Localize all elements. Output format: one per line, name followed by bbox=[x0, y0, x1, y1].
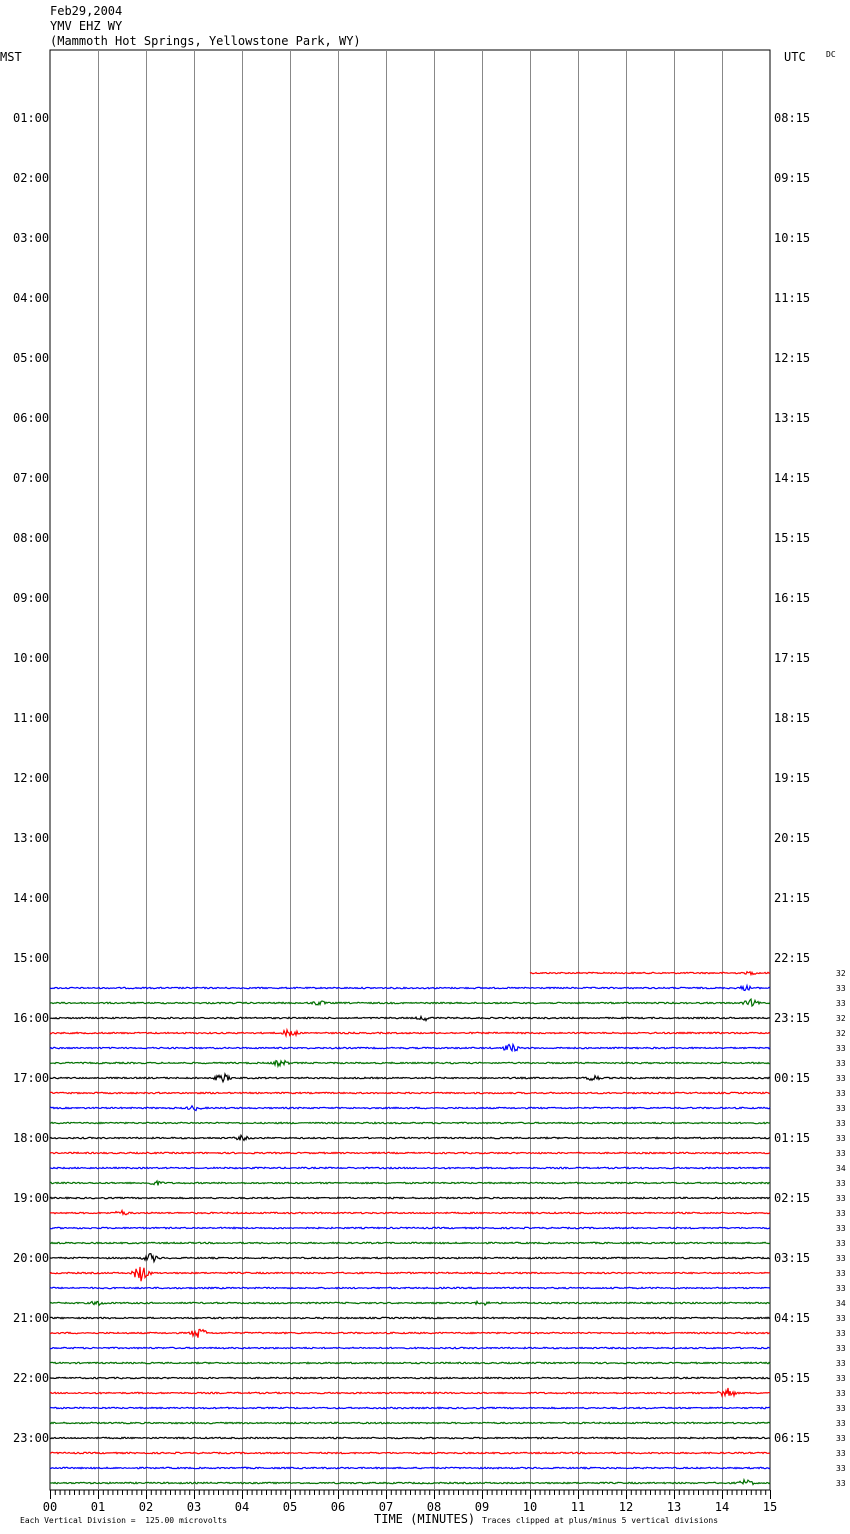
trace-count-label: 33 bbox=[836, 1194, 846, 1203]
trace-count-label: 33 bbox=[836, 1059, 846, 1068]
dc-label: DC bbox=[826, 50, 836, 59]
trace-count-label: 33 bbox=[836, 1449, 846, 1458]
seismic-trace bbox=[50, 1211, 770, 1215]
utc-hour-label: 12:15 bbox=[774, 351, 811, 365]
utc-hour-label: 00:15 bbox=[774, 1071, 811, 1085]
mst-hour-label: 07:00 bbox=[13, 471, 50, 485]
x-tick-label: 13 bbox=[666, 1500, 682, 1514]
mst-hour-label: 19:00 bbox=[13, 1191, 50, 1205]
trace-count-label: 33 bbox=[836, 1269, 846, 1278]
seismic-trace bbox=[50, 1030, 770, 1036]
mst-axis-label: MST bbox=[0, 50, 22, 64]
mst-hour-label: 02:00 bbox=[13, 171, 50, 185]
trace-count-label: 33 bbox=[836, 1179, 846, 1188]
x-tick-label: 03 bbox=[186, 1500, 202, 1514]
trace-count-label: 33 bbox=[836, 984, 846, 993]
seismic-trace bbox=[50, 1122, 770, 1123]
utc-hour-label: 21:15 bbox=[774, 891, 811, 905]
mst-hour-label: 21:00 bbox=[13, 1311, 50, 1325]
utc-hour-label: 18:15 bbox=[774, 711, 811, 725]
utc-hour-label: 05:15 bbox=[774, 1371, 811, 1385]
mst-hour-label: 14:00 bbox=[13, 891, 50, 905]
seismic-trace bbox=[50, 1467, 770, 1468]
plot-frame bbox=[50, 50, 770, 1490]
mst-hour-label: 04:00 bbox=[13, 291, 50, 305]
trace-count-label: 32 bbox=[836, 1014, 846, 1023]
x-tick-label: 12 bbox=[618, 1500, 634, 1514]
trace-count-label: 33 bbox=[836, 1419, 846, 1428]
trace-count-label: 32 bbox=[836, 969, 846, 978]
seismic-trace bbox=[50, 1347, 770, 1348]
trace-count-label: 33 bbox=[836, 1074, 846, 1083]
trace-count-label: 34 bbox=[836, 1299, 846, 1308]
trace-count-label: 33 bbox=[836, 1254, 846, 1263]
trace-count-label: 33 bbox=[836, 1344, 846, 1353]
trace-count-label: 33 bbox=[836, 1314, 846, 1323]
trace-count-label: 33 bbox=[836, 1149, 846, 1158]
mst-hour-label: 06:00 bbox=[13, 411, 50, 425]
trace-count-label: 33 bbox=[836, 1329, 846, 1338]
trace-count-label: 33 bbox=[836, 1119, 846, 1128]
mst-hour-label: 23:00 bbox=[13, 1431, 50, 1445]
seismic-trace bbox=[50, 1422, 770, 1423]
seismic-trace bbox=[530, 972, 770, 975]
utc-hour-label: 17:15 bbox=[774, 651, 811, 665]
x-tick-label: 02 bbox=[138, 1500, 154, 1514]
seismic-trace bbox=[50, 1452, 770, 1453]
seismic-trace bbox=[50, 1106, 770, 1111]
utc-hour-label: 14:15 bbox=[774, 471, 811, 485]
trace-count-label: 32 bbox=[836, 1029, 846, 1038]
utc-hour-label: 10:15 bbox=[774, 231, 811, 245]
seismic-trace bbox=[50, 1287, 770, 1288]
trace-count-label: 33 bbox=[836, 1209, 846, 1218]
seismic-trace bbox=[50, 1242, 770, 1243]
mst-hour-label: 08:00 bbox=[13, 531, 50, 545]
utc-hour-label: 11:15 bbox=[774, 291, 811, 305]
utc-hour-label: 20:15 bbox=[774, 831, 811, 845]
x-tick-label: 04 bbox=[234, 1500, 250, 1514]
plot-station: YMV EHZ WY bbox=[50, 19, 123, 33]
mst-hour-label: 10:00 bbox=[13, 651, 50, 665]
seismic-trace bbox=[50, 1301, 770, 1305]
mst-hour-label: 03:00 bbox=[13, 231, 50, 245]
seismic-trace bbox=[50, 1377, 770, 1378]
utc-axis-label: UTC bbox=[784, 50, 806, 64]
x-tick-label: 09 bbox=[474, 1500, 490, 1514]
mst-hour-label: 11:00 bbox=[13, 711, 50, 725]
mst-hour-label: 09:00 bbox=[13, 591, 50, 605]
seismic-trace bbox=[50, 1362, 770, 1363]
seismic-trace bbox=[50, 1017, 770, 1021]
trace-count-label: 33 bbox=[836, 1434, 846, 1443]
mst-hour-label: 20:00 bbox=[13, 1251, 50, 1265]
mst-hour-label: 13:00 bbox=[13, 831, 50, 845]
clip-note: Traces clipped at plus/minus 5 vertical divisions bbox=[482, 1516, 719, 1525]
seismic-trace bbox=[50, 1407, 770, 1408]
trace-count-label: 33 bbox=[836, 1104, 846, 1113]
x-tick-label: 15 bbox=[762, 1500, 778, 1514]
mst-hour-label: 05:00 bbox=[13, 351, 50, 365]
seismic-trace bbox=[50, 1197, 770, 1198]
mst-hour-label: 18:00 bbox=[13, 1131, 50, 1145]
seismic-trace bbox=[50, 999, 770, 1006]
x-tick-label: 14 bbox=[714, 1500, 730, 1514]
trace-count-label: 33 bbox=[836, 1284, 846, 1293]
seismic-trace bbox=[50, 1167, 770, 1168]
seismic-trace bbox=[50, 1181, 770, 1185]
trace-count-label: 34 bbox=[836, 1164, 846, 1173]
trace-count-label: 33 bbox=[836, 1089, 846, 1098]
x-tick-label: 10 bbox=[522, 1500, 538, 1514]
trace-count-label: 33 bbox=[836, 1374, 846, 1383]
mst-hour-label: 16:00 bbox=[13, 1011, 50, 1025]
seismic-trace bbox=[50, 1045, 770, 1051]
trace-count-label: 33 bbox=[836, 1359, 846, 1368]
plot-date: Feb29,2004 bbox=[50, 4, 123, 18]
trace-count-label: 33 bbox=[836, 1224, 846, 1233]
utc-hour-label: 22:15 bbox=[774, 951, 811, 965]
utc-hour-label: 03:15 bbox=[774, 1251, 811, 1265]
scale-note: Each Vertical Division = 125.00 microvolts bbox=[20, 1516, 228, 1525]
utc-hour-label: 01:15 bbox=[774, 1131, 811, 1145]
seismic-trace bbox=[50, 1329, 770, 1337]
seismic-trace bbox=[50, 1152, 770, 1153]
trace-count-label: 33 bbox=[836, 1239, 846, 1248]
utc-hour-label: 04:15 bbox=[774, 1311, 811, 1325]
trace-count-label: 33 bbox=[836, 1389, 846, 1398]
seismic-trace bbox=[50, 1254, 770, 1262]
utc-hour-label: 09:15 bbox=[774, 171, 811, 185]
utc-hour-label: 13:15 bbox=[774, 411, 811, 425]
seismic-trace bbox=[50, 1480, 770, 1485]
seismic-trace bbox=[50, 1227, 770, 1228]
utc-hour-label: 02:15 bbox=[774, 1191, 811, 1205]
seismic-trace bbox=[50, 1388, 770, 1396]
x-tick-label: 00 bbox=[42, 1500, 58, 1514]
x-tick-label: 06 bbox=[330, 1500, 346, 1514]
trace-count-label: 33 bbox=[836, 1134, 846, 1143]
x-tick-label: 07 bbox=[378, 1500, 394, 1514]
utc-hour-label: 06:15 bbox=[774, 1431, 811, 1445]
trace-count-label: 33 bbox=[836, 1404, 846, 1413]
utc-hour-label: 19:15 bbox=[774, 771, 811, 785]
seismic-trace bbox=[50, 1074, 770, 1082]
seismic-trace bbox=[50, 986, 770, 991]
mst-hour-label: 15:00 bbox=[13, 951, 50, 965]
utc-hour-label: 15:15 bbox=[774, 531, 811, 545]
x-tick-label: 08 bbox=[426, 1500, 442, 1514]
mst-hour-label: 12:00 bbox=[13, 771, 50, 785]
trace-count-label: 33 bbox=[836, 1479, 846, 1488]
seismic-trace bbox=[50, 1135, 770, 1140]
seismic-trace bbox=[50, 1317, 770, 1318]
trace-count-label: 33 bbox=[836, 999, 846, 1008]
utc-hour-label: 23:15 bbox=[774, 1011, 811, 1025]
plot-location: (Mammoth Hot Springs, Yellowstone Park, WY) bbox=[50, 34, 361, 48]
x-tick-label: 11 bbox=[570, 1500, 586, 1514]
utc-hour-label: 16:15 bbox=[774, 591, 811, 605]
x-axis-title: TIME (MINUTES) bbox=[374, 1512, 476, 1526]
x-tick-label: 01 bbox=[90, 1500, 106, 1514]
seismic-trace bbox=[50, 1092, 770, 1093]
trace-count-label: 33 bbox=[836, 1464, 846, 1473]
seismic-trace bbox=[50, 1267, 770, 1281]
x-tick-label: 05 bbox=[282, 1500, 298, 1514]
seismic-trace bbox=[50, 1061, 770, 1067]
mst-hour-label: 17:00 bbox=[13, 1071, 50, 1085]
utc-hour-label: 08:15 bbox=[774, 111, 811, 125]
mst-hour-label: 01:00 bbox=[13, 111, 50, 125]
mst-hour-label: 22:00 bbox=[13, 1371, 50, 1385]
seismic-trace bbox=[50, 1437, 770, 1438]
trace-count-label: 33 bbox=[836, 1044, 846, 1053]
